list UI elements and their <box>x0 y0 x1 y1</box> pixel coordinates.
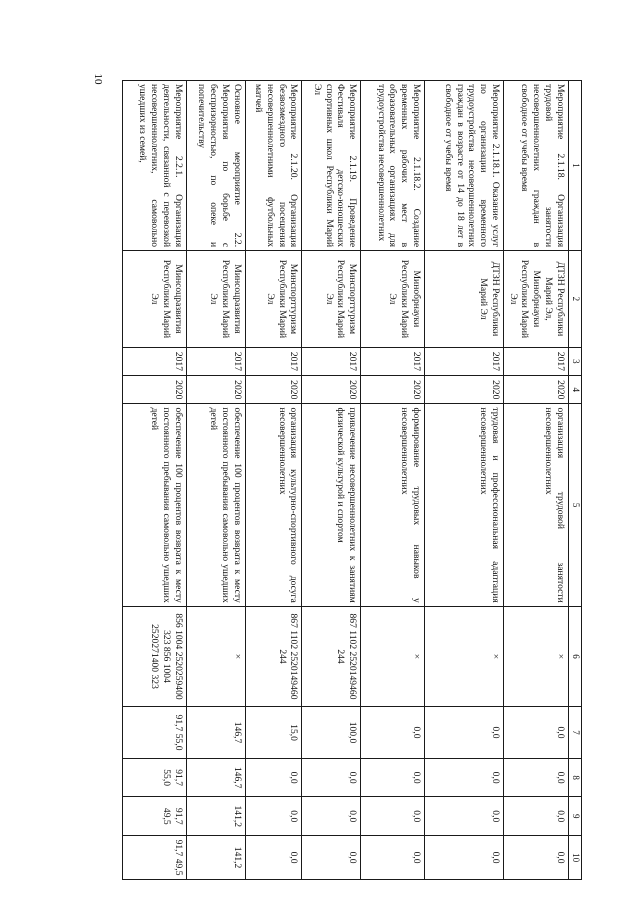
column-number: 2 <box>568 251 581 348</box>
budget-code: 856 1004 2520259400 323 856 1004 2520271400 323 <box>123 606 187 707</box>
value-col-7: 0,0 <box>361 707 425 759</box>
page-number: 10 <box>92 73 104 85</box>
column-number: 5 <box>568 404 581 606</box>
value-col-9: 0,0 <box>503 797 568 836</box>
measure-name: Мероприятие 2.1.18.2. Создание временных рабочих мест в образовательных организациях для трудоустройства несовершеннолетних <box>361 81 425 251</box>
column-number: 4 <box>568 376 581 404</box>
end-year: 2020 <box>186 376 245 404</box>
value-col-8: 0,0 <box>361 758 425 797</box>
value-col-7: 91,7 55,0 <box>123 707 187 759</box>
budget-code: × <box>424 606 503 707</box>
end-year: 2020 <box>503 376 568 404</box>
executor: Минспорттуризм Республики Марий Эл <box>245 251 302 348</box>
budget-code: 867 1102 2520149460 244 <box>245 606 302 707</box>
value-col-7: 146,7 <box>186 707 245 759</box>
value-col-9: 91,7 49,5 <box>123 797 187 836</box>
value-col-9: 141,2 <box>186 797 245 836</box>
column-number: 9 <box>568 797 581 836</box>
table-row <box>503 81 568 880</box>
start-year: 2017 <box>503 347 568 375</box>
value-col-10: 0,0 <box>245 836 302 880</box>
end-year: 2020 <box>245 376 302 404</box>
executor: Минобрнауки Республики Марий Эл <box>361 251 425 348</box>
table-row <box>245 81 302 880</box>
start-year: 2017 <box>186 347 245 375</box>
end-year: 2020 <box>123 376 187 404</box>
value-col-10: 0,0 <box>361 836 425 880</box>
value-col-7: 0,0 <box>424 707 503 759</box>
value-col-10: 141,2 <box>186 836 245 880</box>
budget-code: 867 1102 2520149460 244 <box>302 606 361 707</box>
end-year: 2020 <box>302 376 361 404</box>
table-row <box>123 81 187 880</box>
value-col-9: 0,0 <box>245 797 302 836</box>
column-number: 1 <box>568 81 581 251</box>
value-col-9: 0,0 <box>424 797 503 836</box>
column-number: 8 <box>568 758 581 797</box>
start-year: 2017 <box>302 347 361 375</box>
value-col-7: 0,0 <box>503 707 568 759</box>
budget-code: × <box>186 606 245 707</box>
measure-name: Мероприятие 2.2.1. Организация деятельности, связанной с перевозкой несовершеннолетних, самовольно ушедших из семей, <box>123 81 187 251</box>
expected-result: привлечение несовершеннолетних к занятиям физической культурой и спортом <box>302 404 361 606</box>
expected-result: формирование трудовых навыков у несовершеннолетних <box>361 404 425 606</box>
value-col-8: 0,0 <box>424 758 503 797</box>
expected-result: обеспечение 100 процентов возврата к месту постоянного пребывания самовольно ушедших детей <box>123 404 187 606</box>
start-year: 2017 <box>361 347 425 375</box>
executor: Минспорттуризм Республики Марий Эл <box>302 251 361 348</box>
value-col-9: 0,0 <box>361 797 425 836</box>
column-number-row <box>568 81 581 880</box>
start-year: 2017 <box>123 347 187 375</box>
budget-code: × <box>361 606 425 707</box>
value-col-7: 15,0 <box>245 707 302 759</box>
executor: ДТЗН Республики Марий Эл <box>424 251 503 348</box>
end-year: 2020 <box>361 376 425 404</box>
value-col-10: 0,0 <box>302 836 361 880</box>
table-row <box>186 81 245 880</box>
end-year: 2020 <box>424 376 503 404</box>
value-col-8: 0,0 <box>503 758 568 797</box>
measure-name: Мероприятие 2.1.19. Проведение Фестиваля детско-юношеских спортивных школ Республики Марий Эл <box>302 81 361 251</box>
measure-name: Основное мероприятие 2.2. Мероприятия по борьбе с беспризорностью, по опеке и попечительству <box>186 81 245 251</box>
value-col-10: 0,0 <box>424 836 503 880</box>
value-col-10: 91,7 49,5 <box>123 836 187 880</box>
value-col-9: 0,0 <box>302 797 361 836</box>
program-measures-table <box>122 80 582 880</box>
value-col-10: 0,0 <box>503 836 568 880</box>
executor: Минсоцразвития Республики Марий Эл <box>123 251 187 348</box>
measure-name: Мероприятие 2.1.20. Организация безвозмездного посещения несовершеннолетними футбольных матчей <box>245 81 302 251</box>
value-col-8: 91,7 55,0 <box>123 758 187 797</box>
value-col-8: 0,0 <box>302 758 361 797</box>
column-number: 6 <box>568 606 581 707</box>
table-row <box>302 81 361 880</box>
column-number: 3 <box>568 347 581 375</box>
column-number: 10 <box>568 836 581 880</box>
measure-name: Мероприятие 2.1.18. Организация трудовой занятости несовершеннолетних граждан в свободное от учебы время <box>503 81 568 251</box>
value-col-8: 146,7 <box>186 758 245 797</box>
start-year: 2017 <box>245 347 302 375</box>
start-year: 2017 <box>424 347 503 375</box>
value-col-7: 100,0 <box>302 707 361 759</box>
executor: Минсоцразвития Республики Марий Эл <box>186 251 245 348</box>
column-number: 7 <box>568 707 581 759</box>
table-row <box>424 81 503 880</box>
measure-name: Мероприятие 2.1.18.1. Оказание услуг по организации временного трудоустройства несовершеннолетних граждан в возрасте от 14 до 18 лет в свободное от учебы время <box>424 81 503 251</box>
budget-code: × <box>503 606 568 707</box>
value-col-8: 0,0 <box>245 758 302 797</box>
executor: ДТЗН Республики Марий Эл, Минобрнауки Республики Марий Эл <box>503 251 568 348</box>
rotated-table-sheet <box>122 80 582 880</box>
expected-result: организация культурно-спортивного досуга несовершеннолетних <box>245 404 302 606</box>
table-row <box>361 81 425 880</box>
expected-result: организация трудовой занятости несовершеннолетних <box>503 404 568 606</box>
expected-result: трудовая и профессиональная адаптация несовершеннолетних <box>424 404 503 606</box>
table-rotator <box>122 80 582 880</box>
expected-result: обеспечение 100 процентов возврата к месту постоянного пребывания самовольно ушедших детей <box>186 404 245 606</box>
